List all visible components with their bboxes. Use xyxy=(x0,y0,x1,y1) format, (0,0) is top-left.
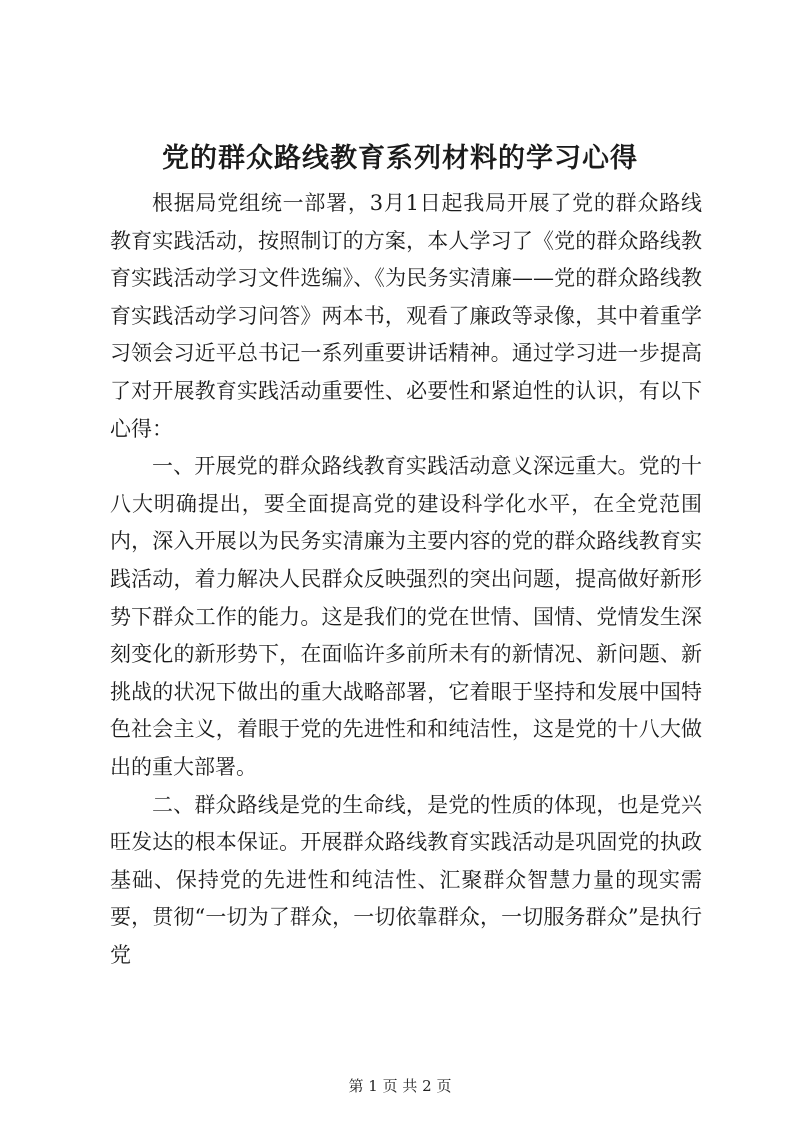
paragraph-section-two: 二、群众路线是党的生命线，是党的性质的体现，也是党兴旺发达的根本保证。开展群众路线教育实践活动是巩固党的执政基础、保持党的先进性和纯洁性、汇聚群众智慧力量的现实需要，贯彻“一切为了群众，一切依靠群众，一切服务群众”是执行党 xyxy=(110,792,702,967)
document-body xyxy=(110,185,702,974)
paragraph-intro: 根据局党组统一部署，3月1日起我局开展了党的群众路线教育实践活动，按照制订的方案，本人学习了《党的群众路线教育实践活动学习文件选编》、《为民务实清廉——党的群众路线教育实践活动学习问答》两本书，观看了廉政等录像，其中着重学习领会习近平总书记一系列重要讲话精神。通过学习进一步提高了对开展教育实践活动重要性、必要性和紧迫性的认识，有以下心得： xyxy=(110,191,702,441)
page-footer: 第 1 页 共 2 页 xyxy=(348,1077,452,1095)
page-title: 党的群众路线教育系列材料的学习心得 xyxy=(162,143,638,174)
paragraph-section-one: 一、开展党的群众路线教育实践活动意义深远重大。党的十八大明确提出，要全面提高党的建设科学化水平，在全党范围内，深入开展以为民务实清廉为主要内容的党的群众路线教育实践活动，着力解决人民群众反映强烈的突出问题，提高做好新形势下群众工作的能力。这是我们的党在世情、国情、党情发生深刻变化的新形势下，在面临许多前所未有的新情况、新问题、新挑战的状况下做出的重大战略部署，它着眼于坚持和发展中国特色社会主义，着眼于党的先进性和和纯洁性，这是党的十八大做出的重大部署。 xyxy=(110,454,702,779)
